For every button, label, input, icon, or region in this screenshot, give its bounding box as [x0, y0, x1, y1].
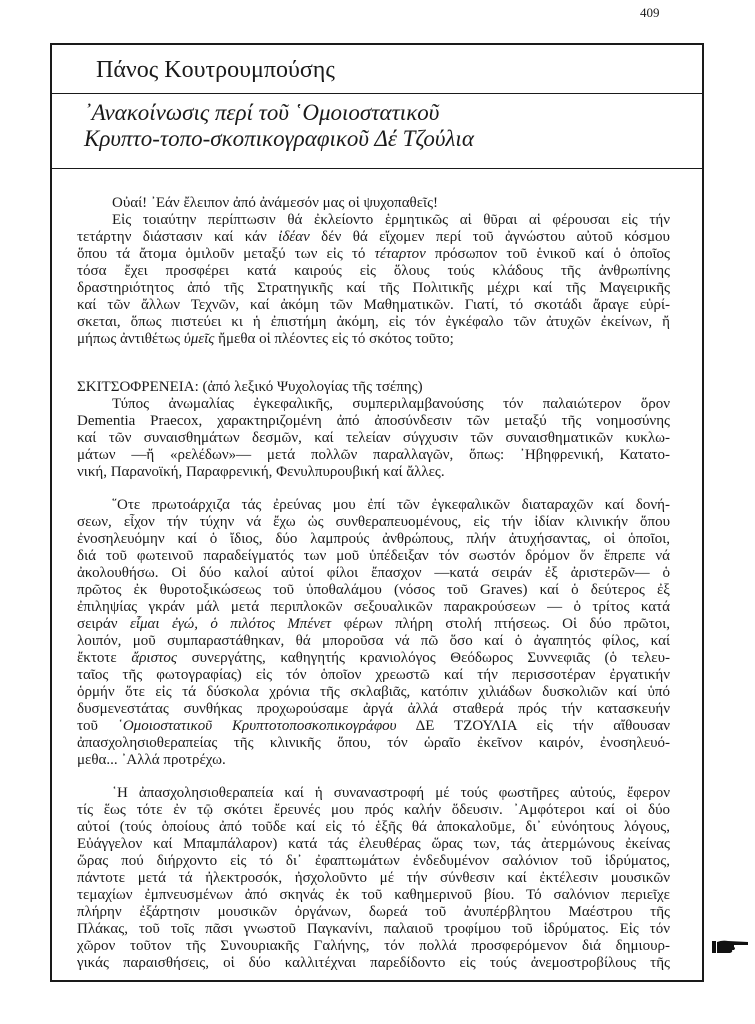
paragraph [77, 785, 670, 972]
text-line [77, 379, 670, 396]
text-line [77, 263, 670, 280]
text-run: γικάς παραισθήσεις, οἱ δύο καλλιτέχναι παρεδίδοντο εἰς τούς ἀνεμοστροβίλους τῆς [77, 955, 670, 971]
text-line [77, 246, 670, 263]
text-line [77, 836, 670, 853]
title-line: Κρυπτο-τοπο-σκοπικογραφικοῦ Δέ Τζούλια [84, 126, 474, 151]
text-run: διά τοῦ φωτεινοῦ παραδείγματός των μοῦ ὑπέδειξαν τόν σωστόν δρόμον ὅν ἔπρεπε νά [77, 548, 670, 564]
page-number: 409 [640, 5, 660, 20]
paragraph [77, 497, 670, 769]
text-line [77, 314, 670, 331]
text-line [77, 735, 670, 752]
text-line [77, 280, 670, 297]
text-run: Τύπος ἀνωμαλίας ἐγκεφαλικῆς, συμπεριλαμβανούσης τόν παλαιώτερον ὅρον [112, 396, 670, 412]
text-run: δέν θά εἴχομεν περί τοῦ ἀγνώστου αὐτοῦ κόσμου [309, 229, 670, 245]
text-run: Dementia Praecox, χαρακτηριζομένη ἀπό ἀποσύνδεσιν τῶν μεταξύ τῆς νοημοσύνης [77, 413, 670, 429]
text-line [77, 229, 670, 246]
text-line [77, 447, 670, 464]
text-line [77, 802, 670, 819]
text-run: ὁρμήν ὅτε εἰς τά δύσκολα χρόνια τῆς σκλαβιᾶς, κατόπιν χιλιάδων δυσκολιῶν καί ὑπό [77, 684, 670, 700]
text-line [77, 904, 670, 921]
text-line [77, 497, 670, 514]
text-line [77, 195, 670, 212]
text-line [77, 633, 670, 650]
text-line [77, 701, 670, 718]
text-run: μήπως ἀντιθέτως [77, 331, 184, 347]
text-line [77, 819, 670, 836]
text-run: μεθα... ᾿Αλλά προτρέχω. [77, 752, 226, 768]
text-line [77, 650, 670, 667]
text-run: Εἰς τοιαύτην περίπτωσιν θά ἐκλείοντο ἑρμητικῶς αἱ θῦραι αἱ φέρουσαι εἰς τήν [112, 212, 670, 228]
text-run: Εὐάγγελον καί Μπαμπάλαρον) κατά τάς ἐλευθέρας ὥρας των, τάς ἀτερμώνους ἐκείνας [77, 836, 670, 852]
text-run: ἀκολουθήσω. Οἱ δύο καλοί αὐτοί φίλοι ἔπασχον —κατά σειράν ἐξ ἀριστερῶν— ὁ [77, 565, 670, 581]
text-line [77, 938, 670, 955]
text-line [77, 718, 670, 735]
text-run: σκεται, ὅπως πιστεύει κι ἡ ἐπιστήμη ἀκόμη, εἰς τόν ἐγκέφαλο τῶν ἀτυχῶν ἐκείνων, ἤ [77, 314, 670, 330]
italic-text: ἄριστος [131, 650, 177, 666]
text-run: ἔκτοτε [77, 650, 132, 666]
text-run: πλήρην ἐξάρτησιν μουσικῶν ὀργάνων, δωρεά τοῦ ἀνυπέρβλητου Μαέστρου τῆς [77, 904, 670, 920]
paragraph [77, 195, 670, 348]
text-run: τίς ἕως τότε ἐν τῷ σκότει ἔρευνές μου πρός καλήν ὅδευσιν. ᾿Αμφότεροι καί οἱ δύο [77, 802, 670, 818]
text-line [77, 297, 670, 314]
text-line [77, 531, 670, 548]
title-line: ᾿Ανακοίνωσις περί τοῦ ῾Ομοιοστατικοῦ [84, 100, 440, 125]
text-run: πρόσωπον τοῦ ἑνικοῦ καί ὁ ὁποῖος [425, 246, 670, 262]
text-run: χῶρον τοῦτον τῆς Συνουριακῆς Γαλήνης, τόν πολλά προσφερόμενον διά δημιουρ- [77, 938, 670, 954]
text-line [77, 752, 670, 769]
italic-text: ῾Ομοιοστατικοῦ Κρυπτοτοποσκοπικογράφου [117, 718, 397, 734]
text-run: τοῦ [77, 718, 118, 734]
text-run: λοιπόν, μοῦ συμπαραστάθηκαν, θά μποροῦσα νά πῶ ὅσο καί ὁ ἀγαπητός φίλος, καί [77, 633, 670, 649]
text-run: ἤμεθα οἱ πλέοντες εἰς τό σκότος τοῦτο; [214, 331, 454, 347]
text-run: πρῶτος ἐκ θυροτοξικώσεως τοῦ ὑποθαλάμου (νόσος τοῦ Graves) καί ὁ δεύτερος ἐξ [77, 582, 670, 598]
text-run: ῾Η ἀπασχολησιοθεραπεία καί ἡ συναναστροφή μέ τούς φωστῆρες αὐτούς, ἔφερον [112, 785, 670, 801]
text-run: ἐνοσηλευόμην καί ὁ ἴδιος, δύο λαμπρούς ἀνθρώπους, πλήν ἀτυχήσαντας, οἱ ὁποῖοι, [77, 531, 670, 547]
article-title [52, 94, 702, 169]
text-run: Πλάκας, τοῦ τοῖς πᾶσι γνωστοῦ Παγκανίνι, παλαιοῦ τροφίμου τοῦ ἱδρύματος. Εἰς τόν [77, 921, 670, 937]
text-run: αὐτοί (τούς ὁποίους ἀπό τοῦδε καί εἰς τό ἑξῆς θά ἀποκαλοῦμε, δι᾿ εὐνόητους λόγους, [77, 819, 670, 835]
text-line [77, 921, 670, 938]
text-run: ὥρας πού διήρχοντο εἰς τό δι᾿ ἐφαπτωμάτων ἐνδεδυμένον σαλόνιον τοῦ ἱδρύματος, [77, 853, 670, 869]
text-run: μάτων —ἤ «ρελέδων»— μετά πολλῶν παραλλαγῶν, ὅπως: ᾿Ηβηφρενική, Κατατο- [77, 447, 670, 463]
text-run: δυσμενεστάτας συνθήκας προχωρούσαμε ἀργά ἀλλά σταθερά πρός τήν κατασκευήν [77, 701, 670, 717]
text-line [77, 785, 670, 802]
text-line [77, 582, 670, 599]
italic-text: εἶμαι ἐγώ, ὁ πιλότος Μπένετ [129, 616, 332, 632]
text-run: Οὐαί! ᾿Εάν ἔλειπον ἀπό ἀνάμεσόν μας οἱ ψυχοπαθεῖς! [112, 195, 439, 211]
text-line [77, 616, 670, 633]
text-run: ταῖος τῆς φωτογραφίας) εἰς τόν ὁποῖον χρεωστῶ καί τήν περισσοτέραν ἐργατικήν [77, 667, 670, 683]
text-run: πάντοτε μετά τά ἠλεκτροσόκ, ἠσχολοῦντο μέ τήν σύνθεσιν καί ἐκτέλεσιν μουσικῶν [77, 870, 670, 886]
text-run: ἐπιληψίας γκράν μάλ μετά περιπλοκῶν σεξουαλικῶν παρακρούσεων — ὁ τρίτος κατά [77, 599, 670, 615]
author-header [52, 45, 702, 94]
text-line [77, 853, 670, 870]
text-run: καί τῶν ἄλλων Τεχνῶν, καί ἀκόμη τῶν Μαθηματικῶν. Γιατί, τό σκοτάδι ἄραγε εὑρί- [77, 297, 670, 313]
text-run: ΣΚΙΤΣΟΦΡΕΝΕΙΑ: (ἀπό λεξικό Ψυχολογίας τῆς τσέπης) [77, 379, 423, 395]
text-line [77, 396, 670, 413]
text-run: σεων, εἶχον τήν τύχην νά ἔχω ὡς συνθεραπευομένους, εἰς τήν ἰδίαν κλινικήν ὅπου [77, 514, 670, 530]
text-run: ὅπου τά ἄτομα ὁμιλοῦν μεταξύ των εἰς τό [77, 246, 375, 262]
text-line [77, 413, 670, 430]
text-line [77, 599, 670, 616]
text-run: τετάρτην διάστασιν καί κάν [77, 229, 279, 245]
text-line [77, 331, 670, 348]
paragraph [77, 379, 670, 481]
text-line [77, 870, 670, 887]
author-name: Πάνος Κουτρουμπούσης [96, 57, 335, 83]
italic-text: ἰδέαν [278, 229, 310, 245]
italic-text: ὑμεῖς [183, 331, 215, 347]
text-run: φέρων πλήρη στολή πτήσεως. Οἱ δύο πρῶτοι, [331, 616, 670, 632]
text-line [77, 464, 670, 481]
text-line [77, 565, 670, 582]
text-run: συνεργάτης, καθηγητής κρανιολόγος Θεόδωρος Συννεφιᾶς (ὁ τελευ- [176, 650, 670, 666]
text-run: σειράν [77, 616, 130, 632]
text-run: καί τῶν συναισθημάτων δεσμῶν, καί τελείαν σύγχυσιν τῶν συναισθηματικῶν κυκλω- [77, 430, 670, 446]
text-line [77, 514, 670, 531]
text-line [77, 548, 670, 565]
text-line [77, 667, 670, 684]
article-frame [50, 43, 704, 982]
text-run: ῞Οτε πρωτοάρχιζα τάς ἐρεύνας μου ἐπί τῶν ἐγκεφαλικῶν διαταραχῶν καί δονή- [112, 497, 670, 513]
text-line [77, 684, 670, 701]
text-run: δραστηριότητος ἀπό τῆς Στρατηγικῆς καί τῆς Πολιτικῆς μέχρι καί τῆς Μαγειρικῆς [77, 280, 670, 296]
text-run: τόσα ἔχει προσφέρει κατά καιρούς εἰς ὅλους τούς κλάδους τῆς ἀνθρωπίνης [77, 263, 670, 279]
text-line [77, 955, 670, 972]
text-run: ἀπασχολησιοθεραπείας τῆς κλινικῆς ὅπου, τόν ὡραῖο ἐκεῖνον καιρόν, ἐνοσηλευό- [77, 735, 670, 751]
italic-text: τέταρτον [374, 246, 426, 262]
text-line [77, 212, 670, 229]
text-run: τεμαχίων ἐμπνευσμένων ἀπό σκηνάς ἐκ τοῦ καθημερινοῦ βίου. Τό σαλόνιον περιεῖχε [77, 887, 670, 903]
pointing-hand-icon [710, 938, 750, 956]
text-line [77, 430, 670, 447]
article-body [77, 195, 670, 972]
text-run: ΔΕ ΤΖΟΥΛΙΑ εἰς τήν αἴθουσαν [396, 718, 670, 734]
text-run: νική, Παρανοϊκή, Παραφρενική, Φενυλπυρουβική καί ἄλλες. [77, 464, 445, 480]
text-line [77, 887, 670, 904]
